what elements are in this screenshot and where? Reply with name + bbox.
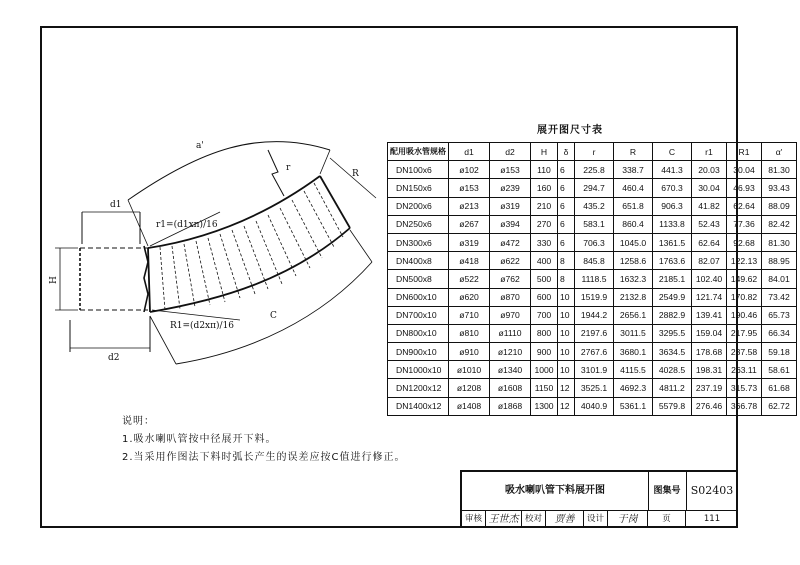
table-cell: DN900x10 xyxy=(388,343,449,361)
table-cell: ø620 xyxy=(449,288,490,306)
table-cell: 62.72 xyxy=(762,397,797,415)
dimension-table xyxy=(387,142,797,416)
outer-arc xyxy=(150,228,350,312)
table-cell: 10 xyxy=(558,343,575,361)
table-cell: 460.4 xyxy=(614,179,653,197)
table-cell: 4115.5 xyxy=(614,361,653,379)
table-cell: DN600x10 xyxy=(388,288,449,306)
d2-label: d2 xyxy=(108,353,120,363)
table-cell: DN700x10 xyxy=(388,306,449,324)
table-row xyxy=(388,179,797,197)
break-line xyxy=(268,150,284,196)
table-row xyxy=(388,233,797,251)
table-row xyxy=(388,306,797,324)
table-cell: ø1408 xyxy=(449,397,490,415)
table-cell: ø1010 xyxy=(449,361,490,379)
table-cell: 1000 xyxy=(531,361,558,379)
atlas-number: S02403 xyxy=(690,484,734,497)
a-prime-arc xyxy=(128,141,330,200)
table-cell: 30.04 xyxy=(692,179,727,197)
table-cell: 1632.3 xyxy=(614,270,653,288)
header-alpha: α' xyxy=(762,143,797,161)
a-prime-label: a' xyxy=(196,141,204,151)
table-cell: 4692.3 xyxy=(614,379,653,397)
table-cell: 338.7 xyxy=(614,161,653,179)
design-label: 设计 xyxy=(584,511,608,528)
table-cell: 706.3 xyxy=(575,233,614,251)
table-cell: DN1000x10 xyxy=(388,361,449,379)
table-cell: DN100x6 xyxy=(388,161,449,179)
r1-formula-label: r1=(d1xπ)/16 xyxy=(156,220,218,230)
table-cell: ø1208 xyxy=(449,379,490,397)
table-cell: ø153 xyxy=(490,161,531,179)
design-signature: 于岗 xyxy=(608,511,648,528)
table-cell: 178.68 xyxy=(692,343,727,361)
H-label: H xyxy=(49,276,59,284)
table-row xyxy=(388,379,797,397)
table-cell: ø870 xyxy=(490,288,531,306)
table-cell: 900 xyxy=(531,343,558,361)
header-C: C xyxy=(653,143,692,161)
R-label: R xyxy=(352,169,359,179)
table-cell: 400 xyxy=(531,252,558,270)
table-cell: ø1868 xyxy=(490,397,531,415)
table-cell: 5579.8 xyxy=(653,397,692,415)
table-cell: 12 xyxy=(558,379,575,397)
table-body xyxy=(388,161,797,416)
header-r: r xyxy=(575,143,614,161)
table-cell: 62.64 xyxy=(692,233,727,251)
table-cell: 800 xyxy=(531,324,558,342)
table-cell: 366.78 xyxy=(727,397,762,415)
table-cell: ø522 xyxy=(449,270,490,288)
table-cell: 210 xyxy=(531,197,558,215)
table-cell: 6 xyxy=(558,179,575,197)
table-cell: 270 xyxy=(531,215,558,233)
table-cell: ø970 xyxy=(490,306,531,324)
a-ext-left xyxy=(128,200,148,246)
table-row xyxy=(388,288,797,306)
check-label: 校对 xyxy=(522,511,546,528)
title-block-sign-row xyxy=(462,511,738,528)
table-cell: 2197.6 xyxy=(575,324,614,342)
header-r1: r1 xyxy=(692,143,727,161)
table-cell: DN500x8 xyxy=(388,270,449,288)
table-cell: 46.93 xyxy=(727,179,762,197)
table-cell: 2767.6 xyxy=(575,343,614,361)
table-row xyxy=(388,343,797,361)
table-cell: 139.41 xyxy=(692,306,727,324)
table-cell: 3011.5 xyxy=(614,324,653,342)
table-cell: 65.73 xyxy=(762,306,797,324)
table-cell: 1133.8 xyxy=(653,215,692,233)
table-cell: 217.95 xyxy=(727,324,762,342)
table-cell: 10 xyxy=(558,324,575,342)
table-cell: 198.31 xyxy=(692,361,727,379)
atlas-label: 图集号 xyxy=(648,472,687,510)
review-signature: 王世杰 xyxy=(486,511,522,528)
table-cell: 6 xyxy=(558,215,575,233)
table-cell: ø319 xyxy=(490,197,531,215)
table-cell: 6 xyxy=(558,233,575,251)
table-cell: DN1200x12 xyxy=(388,379,449,397)
table-cell: 93.43 xyxy=(762,179,797,197)
note-item-2: 2.当采用作图法下料时弧长产生的误差应按C值进行修正。 xyxy=(122,452,406,463)
cone-side-view xyxy=(55,212,150,352)
table-cell: 6 xyxy=(558,197,575,215)
table-cell: 651.8 xyxy=(614,197,653,215)
table-cell: 435.2 xyxy=(575,197,614,215)
table-cell: 330 xyxy=(531,233,558,251)
table-cell: ø622 xyxy=(490,252,531,270)
table-cell: DN150x6 xyxy=(388,179,449,197)
table-cell: 170.82 xyxy=(727,288,762,306)
title-block xyxy=(460,470,738,528)
table-cell: 3525.1 xyxy=(575,379,614,397)
table-cell: ø910 xyxy=(449,343,490,361)
review-label: 审核 xyxy=(462,511,486,528)
table-cell: ø472 xyxy=(490,233,531,251)
table-cell: 149.62 xyxy=(727,270,762,288)
table-cell: 4811.2 xyxy=(653,379,692,397)
table-cell: 1258.6 xyxy=(614,252,653,270)
table-cell: DN800x10 xyxy=(388,324,449,342)
table-cell: 441.3 xyxy=(653,161,692,179)
table-cell: 294.7 xyxy=(575,179,614,197)
table-cell: 58.61 xyxy=(762,361,797,379)
table-cell: 315.73 xyxy=(727,379,762,397)
notes xyxy=(122,413,406,467)
table-cell: 1361.5 xyxy=(653,233,692,251)
header-d2: d2 xyxy=(490,143,531,161)
table-cell: ø153 xyxy=(449,179,490,197)
table-row xyxy=(388,397,797,415)
table-cell: ø1210 xyxy=(490,343,531,361)
table-cell: 2882.9 xyxy=(653,306,692,324)
table-cell: 30.04 xyxy=(727,161,762,179)
table-cell: 3101.9 xyxy=(575,361,614,379)
table-cell: 500 xyxy=(531,270,558,288)
table-cell: 52.43 xyxy=(692,215,727,233)
table-cell: 66.34 xyxy=(762,324,797,342)
table-cell: 121.74 xyxy=(692,288,727,306)
table-cell: 73.42 xyxy=(762,288,797,306)
table-cell: DN400x8 xyxy=(388,252,449,270)
table-row xyxy=(388,215,797,233)
table-cell: 12 xyxy=(558,397,575,415)
table-cell: ø239 xyxy=(490,179,531,197)
table-cell: ø394 xyxy=(490,215,531,233)
page-number: 111 xyxy=(703,514,721,524)
table-cell: 81.30 xyxy=(762,233,797,251)
table-row xyxy=(388,252,797,270)
table-cell: 2549.9 xyxy=(653,288,692,306)
table-header-row xyxy=(388,143,797,161)
table-cell: 6 xyxy=(558,161,575,179)
table-cell: ø319 xyxy=(449,233,490,251)
table-cell: 88.95 xyxy=(762,252,797,270)
table-cell: 263.11 xyxy=(727,361,762,379)
table-cell: 225.8 xyxy=(575,161,614,179)
flat-pattern xyxy=(128,141,376,364)
table-cell: 102.40 xyxy=(692,270,727,288)
table-cell: 700 xyxy=(531,306,558,324)
table-cell: 276.46 xyxy=(692,397,727,415)
table-row xyxy=(388,161,797,179)
table-cell: 10 xyxy=(558,361,575,379)
r-label: r xyxy=(286,163,291,173)
table-cell: 10 xyxy=(558,306,575,324)
table-cell: 8 xyxy=(558,252,575,270)
table-cell: 845.8 xyxy=(575,252,614,270)
table-cell: ø102 xyxy=(449,161,490,179)
table-cell: 3634.5 xyxy=(653,343,692,361)
table-cell: 5361.1 xyxy=(614,397,653,415)
table-cell: 159.04 xyxy=(692,324,727,342)
table-row xyxy=(388,324,797,342)
table-cell: 3295.5 xyxy=(653,324,692,342)
table-cell: DN1400x12 xyxy=(388,397,449,415)
table-row xyxy=(388,197,797,215)
pattern-start-edge xyxy=(148,248,150,312)
table-cell: 583.1 xyxy=(575,215,614,233)
table-cell: 20.03 xyxy=(692,161,727,179)
d1-label: d1 xyxy=(110,200,122,210)
table-cell: 2656.1 xyxy=(614,306,653,324)
table-cell: 1045.0 xyxy=(614,233,653,251)
table-cell: ø418 xyxy=(449,252,490,270)
table-cell: 190.46 xyxy=(727,306,762,324)
R1-leader xyxy=(152,310,240,320)
check-signature: 贾善 xyxy=(546,511,584,528)
table-cell: 237.19 xyxy=(692,379,727,397)
table-cell: ø267 xyxy=(449,215,490,233)
table-cell: ø762 xyxy=(490,270,531,288)
table-cell: 2132.8 xyxy=(614,288,653,306)
table-cell: 81.30 xyxy=(762,161,797,179)
table-cell: 670.3 xyxy=(653,179,692,197)
table-cell: 10 xyxy=(558,288,575,306)
table-cell: 61.68 xyxy=(762,379,797,397)
table-cell: 1300 xyxy=(531,397,558,415)
table-cell: 62.64 xyxy=(727,197,762,215)
table-cell: ø710 xyxy=(449,306,490,324)
header-H: H xyxy=(531,143,558,161)
page-label: 页 xyxy=(648,511,686,528)
table-cell: ø213 xyxy=(449,197,490,215)
table-cell: DN250x6 xyxy=(388,215,449,233)
table-cell: 82.42 xyxy=(762,215,797,233)
table-cell: 1763.6 xyxy=(653,252,692,270)
C-label: C xyxy=(270,311,277,321)
a-ext-right xyxy=(320,150,330,174)
table-cell: 1118.5 xyxy=(575,270,614,288)
header-spec: 配用吸水管规格 xyxy=(388,143,449,161)
table-cell: 600 xyxy=(531,288,558,306)
table-cell: 84.01 xyxy=(762,270,797,288)
table-cell: 88.09 xyxy=(762,197,797,215)
header-d1: d1 xyxy=(449,143,490,161)
table-cell: 2185.1 xyxy=(653,270,692,288)
table-title: 展开图尺寸表 xyxy=(537,125,603,136)
table-cell: ø1608 xyxy=(490,379,531,397)
table-row xyxy=(388,361,797,379)
table-cell: ø1340 xyxy=(490,361,531,379)
table-cell: 4040.9 xyxy=(575,397,614,415)
table-cell: 122.13 xyxy=(727,252,762,270)
table-cell: 3680.1 xyxy=(614,343,653,361)
table-cell: 1150 xyxy=(531,379,558,397)
table-cell: 860.4 xyxy=(614,215,653,233)
table-cell: 237.58 xyxy=(727,343,762,361)
table-cell: ø1110 xyxy=(490,324,531,342)
table-cell: 41.82 xyxy=(692,197,727,215)
R1-formula-label: R1=(d2xπ)/16 xyxy=(170,321,235,331)
note-item-1: 1.吸水喇叭管按中径展开下料。 xyxy=(122,434,277,445)
generator-lines xyxy=(160,183,343,310)
header-R1: R1 xyxy=(727,143,762,161)
notes-heading: 说明： xyxy=(122,416,155,427)
drawing-title: 吸水喇叭管下料展开图 xyxy=(462,472,649,510)
table-cell: 906.3 xyxy=(653,197,692,215)
table-cell: 59.18 xyxy=(762,343,797,361)
table-cell: DN300x6 xyxy=(388,233,449,251)
header-delta: δ xyxy=(558,143,575,161)
C-ext-right xyxy=(350,230,372,262)
table-cell: 92.68 xyxy=(727,233,762,251)
table-cell: 82.07 xyxy=(692,252,727,270)
table-cell: 1944.2 xyxy=(575,306,614,324)
title-block-top-row xyxy=(462,472,738,511)
table-row xyxy=(388,270,797,288)
table-cell: 77.36 xyxy=(727,215,762,233)
table-cell: ø810 xyxy=(449,324,490,342)
table-cell: 160 xyxy=(531,179,558,197)
table-cell: 1519.9 xyxy=(575,288,614,306)
table-cell: DN200x6 xyxy=(388,197,449,215)
header-R: R xyxy=(614,143,653,161)
table-cell: 4028.5 xyxy=(653,361,692,379)
table-cell: 110 xyxy=(531,161,558,179)
table-cell: 8 xyxy=(558,270,575,288)
